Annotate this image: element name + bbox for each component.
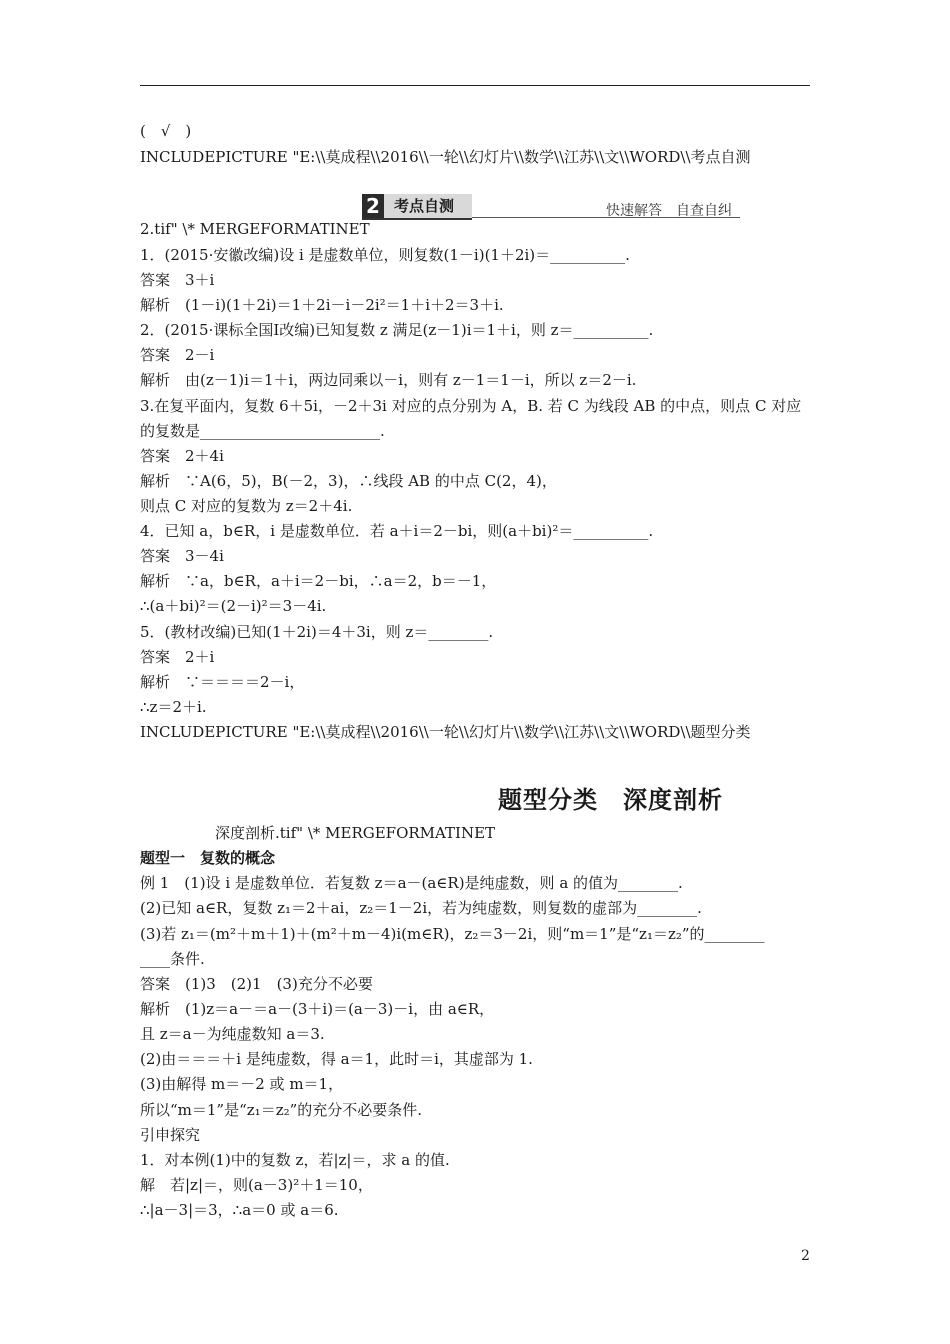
question-line: 4．已知 a，b∈R，i 是虚数单位．若 a＋i＝2－bi，则(a＋bi)²＝__________. [140,522,654,540]
question-line: 的复数是________________________. [140,422,385,440]
analysis-line: 解析 ∵＝＝＝＝2－i， [140,673,305,691]
banner-number: 2 [362,194,384,218]
topic-heading: 题型一 复数的概念 [140,849,276,867]
example-line: (2)已知 a∈R，复数 z₁＝2＋ai，z₂＝1－2i，若为纯虚数，则复数的虚部为________. [140,899,702,917]
text-line: 2.tif" \* MERGEFORMATINET [140,220,370,238]
solution-line: ∴|a－3|＝3，∴a＝0 或 a＝6. [140,1201,339,1219]
answer-line: 答案 2－i [140,346,215,364]
analysis-line: 解析 ∵a，b∈R，a＋i＝2－bi，∴a＝2，b＝－1， [140,572,497,590]
example-line: (3)若 z₁＝(m²＋m＋1)＋(m²＋m－4)i(m∈R)，z₂＝3－2i，则“m＝1”是“z₁＝z₂”的________ [140,925,765,943]
analysis-line: 则点 C 对应的复数为 z＝2＋4i. [140,497,353,515]
section-title: 题型分类 深度剖析 [498,786,723,814]
analysis-line: 解析 由(z－1)i＝1＋i，两边同乘以－i，则有 z－1＝1－i，所以 z＝2－i. [140,371,637,389]
text-line: 深度剖析.tif" \* MERGEFORMATINET [140,824,496,842]
analysis-line: ∴z＝2＋i. [140,698,207,716]
analysis-line: 解析 (1－i)(1＋2i)＝1＋2i－i－2i²＝1＋i＋2＝3＋i. [140,296,504,314]
banner-title: 考点自测 [394,197,455,215]
example-line: 例 1 (1)设 i 是虚数单位．若复数 z＝a－(a∈R)是纯虚数，则 a 的值为________. [140,874,683,892]
section-banner [362,194,740,220]
text-line: INCLUDEPICTURE "E:\\莫成程\\2016\\一轮\\幻灯片\\数学\\江苏\\文\\WORD\\题型分类 [140,723,751,741]
question-line: 2．(2015·课标全国Ⅰ改编)已知复数 z 满足(z－1)i＝1＋i，则 z＝__________. [140,321,654,339]
header-rule [140,85,810,86]
analysis-line: ∴(a＋bi)²＝(2－i)²＝3－4i. [140,597,327,615]
solution-line: 解 若|z|＝，则(a－3)²＋1＝10， [140,1176,373,1194]
analysis-line: 解析 (1)z＝a－＝a－(3＋i)＝(a－3)－i，由 a∈R， [140,1000,495,1018]
answer-line: 答案 2＋4i [140,447,224,465]
analysis-line: 所以“m＝1”是“z₁＝z₂”的充分不必要条件. [140,1101,423,1119]
analysis-line: (2)由＝＝＝＋i 是纯虚数，得 a＝1，此时＝i，其虚部为 1. [140,1050,533,1068]
analysis-line: 解析 ∵A(6，5)，B(－2，3)，∴线段 AB 的中点 C(2，4)， [140,472,557,490]
banner-subtitle: 快速解答 自查自纠 [606,203,732,219]
answer-line: 答案 3－4i [140,547,224,565]
question-line: 1．对本例(1)中的复数 z，若|z|＝，求 a 的值. [140,1151,450,1169]
answer-line: 答案 (1)3 (2)1 (3)充分不必要 [140,975,373,993]
question-line: 1．(2015·安徽改编)设 i 是虚数单位，则复数(1－i)(1＋2i)＝__________. [140,246,630,264]
answer-line: 答案 2＋i [140,648,215,666]
question-line: 5．(教材改编)已知(1＋2i)＝4＋3i，则 z＝________. [140,623,494,641]
text-line: ( √ ) [140,122,192,140]
text-line: INCLUDEPICTURE "E:\\莫成程\\2016\\一轮\\幻灯片\\数学\\江苏\\文\\WORD\\考点自测 [140,148,751,166]
page-number: 2 [801,1248,810,1264]
answer-line: 答案 3＋i [140,271,215,289]
question-line: 3.在复平面内，复数 6＋5i，－2＋3i 对应的点分别为 A，B. 若 C 为线段 AB 的中点，则点 C 对应 [140,397,802,415]
subheading: 引申探究 [140,1126,201,1144]
example-line: ____条件. [140,950,205,968]
analysis-line: 且 z＝a－为纯虚数知 a＝3. [140,1025,325,1043]
analysis-line: (3)由解得 m＝－2 或 m＝1， [140,1075,344,1093]
